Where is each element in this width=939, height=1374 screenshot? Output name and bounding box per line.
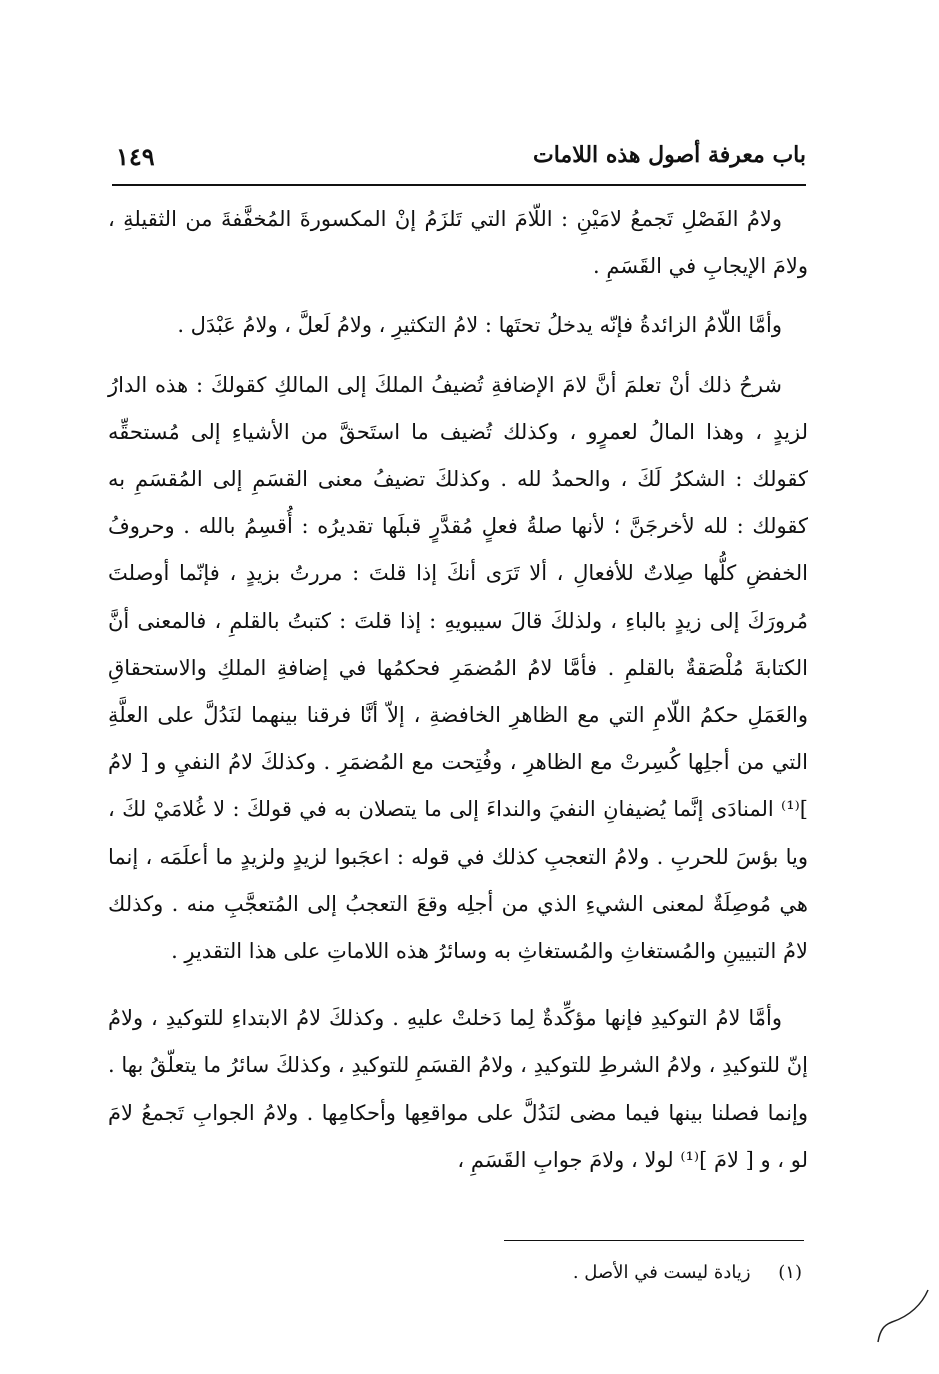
header-divider	[112, 184, 806, 186]
paragraph-lam-zaida: وأمَّا اللّامُ الزائدةُ فإنّه يدخلُ تحتَها : لامُ التكثيرِ ، ولامُ لَعلَّ ، ولامُ عَبْدَل .	[177, 313, 782, 338]
footnote-text: زيادة ليست في الأصل .	[572, 1262, 751, 1283]
page-number: ١٤٩	[116, 142, 155, 171]
main-text	[108, 196, 808, 1184]
paragraph-lam-fasl: ولامُ الفَصْلِ تَجمعُ لامَيْنِ : اللّامَ التي تَلزَمُ إنْ المكسورةَ المُخفَّفةَ من الثقيلةِ ، ولامَ الإيجابِ في القَسَمِ .	[108, 207, 808, 279]
running-header	[112, 138, 806, 180]
chapter-title: باب معرفة أصول هذه اللامات	[533, 142, 806, 168]
footnote-divider	[504, 1240, 804, 1241]
pen-mark-icon	[876, 1286, 932, 1346]
paragraph-lam-tawkid: وأمَّا لامُ التوكيدِ فإنها مؤكِّدةٌ لِما دَخلتْ عليهِ . وكذلكَ لامُ الابتداءِ للتوكيدِ ، ولامُ إنّ للتوكيدِ ، ولامُ الشرطِ للتوكيدِ ، ولامُ القسَمِ للتوكيدِ ، وكذلكَ سائرُ ما يتعلّقُ بها . وإنما فصلنا بينها فيما مضى لنَدُلَّ على مواقعِها وأحكامِها . ولامُ الجوابِ تَجمعُ لامَ لو ، و [ لامَ ]⁽¹⁾ لولا ، ولامَ جوابِ القَسَمِ ،	[108, 1006, 808, 1172]
footnote-number: (١)	[778, 1262, 802, 1283]
paragraph-sharh: شرحُ ذلك أنْ تعلمَ أنَّ لامَ الإضافةِ تُضيفُ الملكَ إلى المالكِ كقولكَ : هذه الدارُ لزيدٍ ، وهذا المالُ لعمرٍو ، وكذلك تُضيف ما استَحقَّ من الأشياءِ إلى مُستحقِّه كقولك : الشكرُ لَكَ ، والحمدُ لله . وكذلكَ تضيفُ معنى القسَمِ إلى المُقسَمِ به كقولك : لله لأخرجَنَّ ؛ لأنها صلةُ فعلٍ مُقدَّرٍ قبلَها تقديرُه : أُقسِمُ بالله . وحروفُ الخفضِ كلُّها صِلاتٌ للأفعالِ ، ألا تَرَى أنكَ إذا قلتَ : مررتُ بزيدٍ ، فإنّما أوصلتَ مُرورَكَ إلى زيدٍ بالباءِ ، ولذلكَ قالَ سيبويهِ : إذا قلتَ : كتبتُ بالقلمِ ، فالمعنى أنَّ الكتابةَ مُلْصَقةٌ بالقلمِ . فأمَّا لامُ المُضمَرِ فحكمُها في إضافةِ الملكِ والاستحقاقِ والعَمَلِ حكمُ اللّامِ التي مع الظاهرِ الخافضةِ ، إلاّ أنَّا فرقنا بينهما لنَدُلَّ على العلَّةِ التي من أجلِها كُسِرتْ مع الظاهرِ ، وفُتِحت مع المُضمَرِ . وكذلكَ لامُ النفيِ و [ لامُ ]⁽¹⁾ المنادَى إنَّما يُضيفانِ النفيَ والنداءَ إلى ما يتصلان به في قولكَ : لا غُلامَيْ لكَ ، ويا بؤسَ للحربِ . ولامُ التعجبِ كذلك في قوله : اعجَبوا لزيدٍ ولزيدٍ ما أعلَمَه ، إنما هي مُوصِلَةٌ لمعنى الشيءِ الذي من أجلِه وقعَ التعجبُ إلى المُتعجَّبِ منه . وكذلك لامُ التبيينِ والمُستغاثِ والمُستغاثِ به وسائرُ هذه اللاماتِ على هذا التقديرِ .	[108, 372, 808, 964]
footnote	[573, 1262, 802, 1283]
